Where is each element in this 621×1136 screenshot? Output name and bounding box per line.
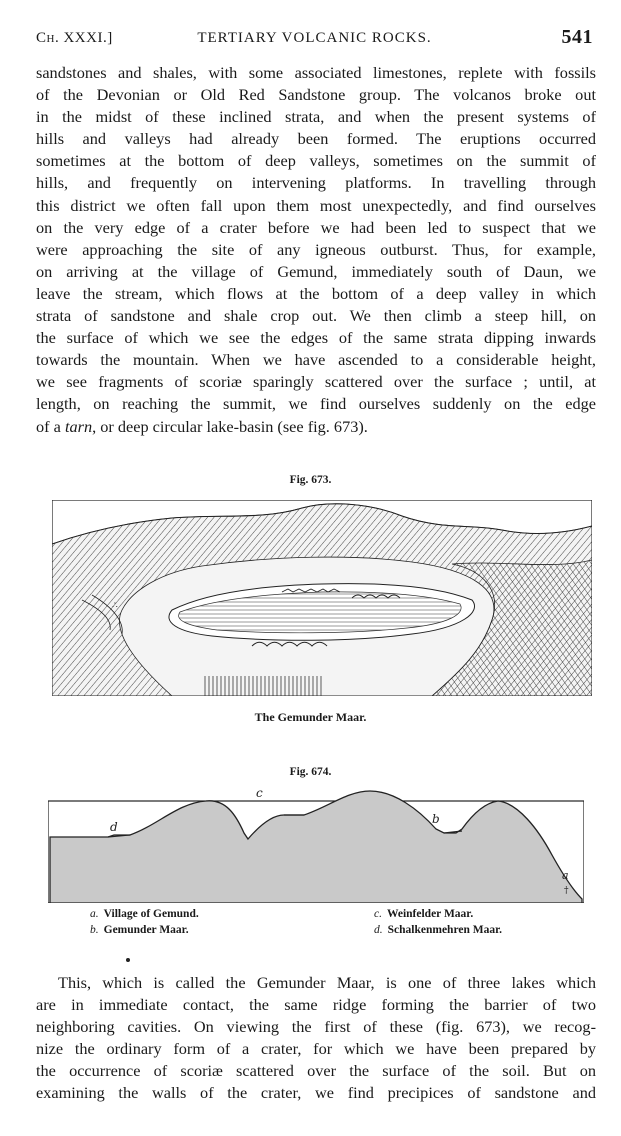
legend-item <box>374 908 473 920</box>
point-label-b: b <box>432 812 440 826</box>
svg-text:∴: ∴ <box>112 601 118 611</box>
legend-key: b. <box>90 924 99 936</box>
text-line: were approaching the site of any igneous outburst. Thus, for example, <box>36 239 596 259</box>
text-line: are in immediate contact, the same ridge forming the barrier of two <box>36 995 596 1015</box>
text-line: This, which is called the Gemunder Maar, is one of three lakes which <box>58 973 596 992</box>
text-line: the surface of which we see the edges of the same strata dipping inwards <box>36 328 596 348</box>
text-line: sandstones and shales, with some associated limestones, replete with fossils <box>36 63 596 82</box>
legend-item <box>90 908 199 920</box>
page-number: 541 <box>561 26 593 48</box>
legend-text: Gemunder Maar. <box>103 924 189 936</box>
text-segment: of a <box>36 416 65 436</box>
text-line: towards the mountain. When we have ascended to a considerable height, <box>36 350 596 370</box>
figure-674-label: Fig. 674. <box>289 766 332 778</box>
paragraph-bottom <box>36 972 596 1105</box>
running-title: TERTIARY VOLCANIC ROCKS. <box>197 30 432 46</box>
gemunder-maar-illustration <box>52 500 592 696</box>
legend-key: a. <box>90 908 99 920</box>
legend-key: c. <box>374 908 382 920</box>
village-marker-icon: † <box>564 886 569 896</box>
text-line: of the Devonian or Old Red Sandstone group. The volcanos broke out <box>36 85 596 105</box>
text-line: on arriving at the village of Gemund, immediately south of Daun, we <box>36 261 596 281</box>
maars-section-diagram <box>48 785 584 903</box>
text-line: length, on reaching the summit, we find ourselves suddenly on the edge <box>36 394 596 414</box>
text-line: leave the stream, which flows at the bottom of a deep valley in which <box>36 283 596 303</box>
paragraph-top <box>36 62 596 438</box>
text-line-last <box>36 416 596 438</box>
legend-text: Schalkenmehren Maar. <box>387 924 502 936</box>
legend-item <box>374 924 502 936</box>
legend-key: d. <box>374 924 383 936</box>
text-line: in the midst of these inclined strata, and when the present systems of <box>36 107 596 127</box>
printing-speck <box>126 958 130 962</box>
figure-673-caption: The Gemunder Maar. <box>254 710 367 724</box>
text-line: neighboring cavities. On viewing the first of these (fig. 673), we recog- <box>36 1017 596 1037</box>
italic-term: tarn <box>64 416 93 436</box>
text-line: strata of sandstone and shale crop out. We then climb a steep hill, on <box>36 306 596 326</box>
text-line: on the very edge of a crater before we had been led to suspect that we <box>36 217 596 237</box>
figure-673-label: Fig. 673. <box>289 474 332 486</box>
chapter-reference: Ch. XXXI.] <box>36 30 113 46</box>
point-label-c: c <box>256 786 263 800</box>
text-line: we see fragments of scoriæ sparingly scattered over the surface ; until, at <box>36 372 596 392</box>
text-line: hills, and frequently on intervening platforms. In travelling through <box>36 173 596 193</box>
text-line: the occurrence of scoriæ scattered over the surface of the soil. But on <box>36 1061 596 1081</box>
text-line: examining the walls of the crater, we find precipices of sandstone and <box>36 1083 596 1103</box>
text-segment: , or deep circular lake-basin (see fig. 673). <box>92 416 368 436</box>
legend-text: Village of Gemund. <box>103 908 199 920</box>
point-label-d: d <box>110 820 118 834</box>
text-line: sometimes at the bottom of deep valleys, sometimes on the summit of <box>36 151 596 171</box>
point-label-a: a <box>562 869 569 882</box>
legend-item <box>90 924 189 936</box>
text-line: this district we often fall upon them most unexpectedly, and find ourselves <box>36 195 596 215</box>
legend-text: Weinfelder Maar. <box>386 908 474 920</box>
text-line: hills and valleys had already been formed. The eruptions occurred <box>36 129 596 149</box>
text-line: nize the ordinary form of a crater, for which we have been prepared by <box>36 1039 596 1059</box>
running-head <box>36 26 593 52</box>
